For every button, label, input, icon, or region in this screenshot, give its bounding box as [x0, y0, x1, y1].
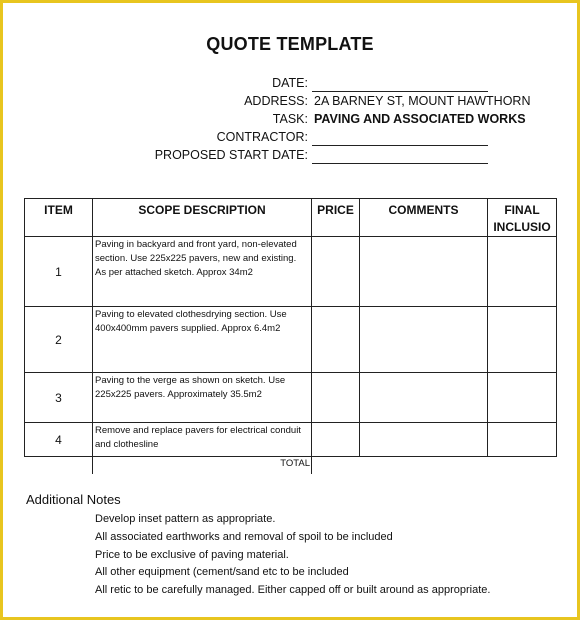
header-final: [488, 199, 557, 237]
field-line-start-date[interactable]: [312, 163, 488, 164]
field-address: [0, 94, 580, 112]
field-start-date: [0, 148, 580, 166]
list-item: Develop inset pattern as appropriate.: [95, 513, 276, 525]
notes-heading: Additional Notes: [26, 492, 121, 507]
total-label: TOTAL: [280, 458, 310, 469]
field-line-date[interactable]: [312, 91, 488, 92]
field-label-start-date: PROPOSED START DATE:: [154, 148, 308, 162]
field-label-task: TASK:: [272, 112, 308, 126]
list-item: All retic to be carefully managed. Either capped off or built around as appropriate.: [95, 584, 491, 597]
row-item-number: 3: [25, 373, 93, 423]
page-title: QUOTE TEMPLATE: [206, 34, 374, 54]
field-label-contractor: CONTRACTOR:: [216, 130, 308, 144]
field-value-task: PAVING AND ASSOCIATED WORKS: [314, 112, 526, 126]
row-price-cell[interactable]: [312, 237, 360, 307]
field-task: [0, 112, 580, 130]
header-price: PRICE: [312, 199, 360, 237]
row-final-cell[interactable]: [488, 423, 557, 457]
total-divider-right: [311, 456, 312, 474]
row-comments-cell[interactable]: [360, 237, 488, 307]
list-item: All other equipment (cement/sand etc to be included: [95, 566, 349, 579]
row-description: Remove and replace pavers for electrical conduit and clothesline: [93, 423, 312, 457]
table-row: [25, 237, 557, 307]
field-label-address: ADDRESS:: [244, 94, 308, 108]
row-price-cell[interactable]: [312, 373, 360, 423]
row-comments-cell[interactable]: [360, 423, 488, 457]
row-description: Paving to the verge as shown on sketch. Use 225x225 pavers. Approximately 35.5m2: [93, 373, 312, 423]
quote-table: [24, 198, 557, 457]
field-contractor: [0, 130, 580, 148]
row-description: Paving in backyard and front yard, non-elevated section. Use 225x225 pavers, new and existing. As per attached sketch. Approx 34m2: [93, 237, 312, 307]
header-comments: COMMENTS: [360, 199, 488, 237]
row-final-cell[interactable]: [488, 237, 557, 307]
additional-notes: [26, 492, 556, 600]
header-scope: SCOPE DESCRIPTION: [93, 199, 312, 237]
row-comments-cell[interactable]: [360, 307, 488, 373]
field-line-contractor[interactable]: [312, 145, 488, 146]
row-item-number: 2: [25, 307, 93, 373]
header-final-line2: INCLUSIO: [493, 220, 551, 234]
row-item-number: 4: [25, 423, 93, 457]
row-description: Paving to elevated clothesdrying section. Use 400x400mm pavers supplied. Approx 6.4m2: [93, 307, 312, 373]
notes-list: [26, 511, 556, 600]
row-price-cell[interactable]: [312, 423, 360, 457]
row-comments-cell[interactable]: [360, 373, 488, 423]
header-item: ITEM: [25, 199, 93, 237]
list-item: All associated earthworks and removal of spoil to be included: [95, 530, 393, 543]
field-label-date: DATE:: [272, 76, 308, 90]
row-price-cell[interactable]: [312, 307, 360, 373]
table-row: [25, 307, 557, 373]
field-value-address: 2A BARNEY ST, MOUNT HAWTHORN: [314, 94, 531, 108]
header-final-line1: FINAL: [504, 203, 540, 217]
row-final-cell[interactable]: [488, 307, 557, 373]
row-final-cell[interactable]: [488, 373, 557, 423]
total-row: [24, 456, 556, 474]
table-row: [25, 423, 557, 457]
table-header-row: [25, 199, 557, 237]
table-row: [25, 373, 557, 423]
list-item: Price to be exclusive of paving material.: [95, 548, 289, 561]
field-date: [0, 76, 580, 94]
row-item-number: 1: [25, 237, 93, 307]
total-divider-left: [92, 456, 93, 474]
